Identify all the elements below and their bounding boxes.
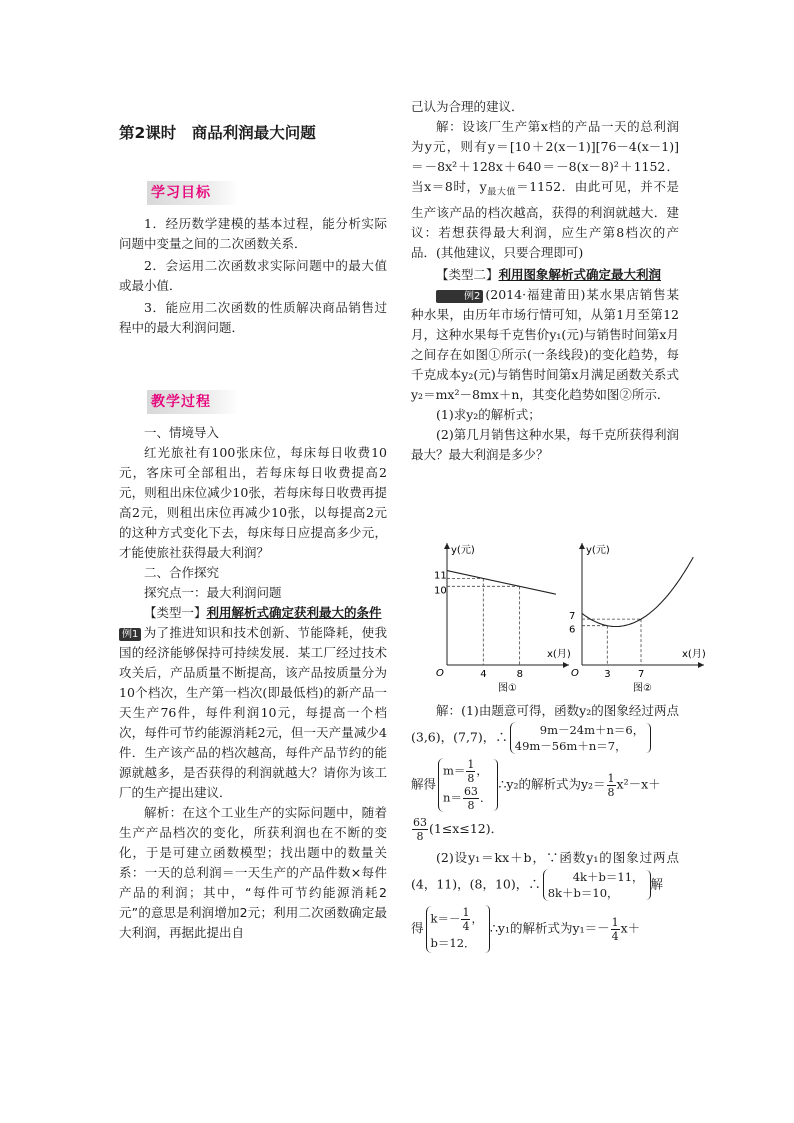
example2 bbox=[411, 285, 679, 405]
origin-label: O bbox=[571, 668, 579, 679]
example1-text: 为了推进知识和技术创新、节能降耗，使我国的经济能够保持可持续发展．某工厂经过技术攻关后，产品质量不断提高，该产品按质量分为10个档次，生产第一档次(即最低档)的新产品一天生产76件，每件利润10元，每提高一个档次，每件可节约能源消耗2元，但一天产量减少4件．生产该产品的档次越高，每件产品节约的能源就越多，是否获得的利润就越大？请你为该工厂的生产提出建议． bbox=[119, 625, 387, 800]
system1-line1: 9m－24m＋n＝6， bbox=[539, 723, 645, 737]
answer1-result-mid: x²－x＋ bbox=[616, 776, 661, 792]
m-equals: m＝ bbox=[443, 763, 466, 778]
answer1-fraction-a bbox=[607, 772, 616, 799]
chart-caption: 图② bbox=[633, 683, 652, 694]
right-top bbox=[411, 97, 679, 465]
process-banner-label: 教学过程 bbox=[147, 390, 239, 414]
type2-heading bbox=[411, 265, 679, 285]
m-denominator: 8 bbox=[467, 772, 475, 785]
answer2-frac-den: 4 bbox=[611, 929, 619, 943]
solution1-part-b: ＝1152．由此可见，并不是生产该产品的档次越高，获得的利润就越大．建议：若想获得最大利润，应生产第8档次的产品．(其他建议，只要合理即可) bbox=[411, 179, 679, 260]
answer2-solve-label: 解 bbox=[650, 876, 664, 892]
k-denominator: 4 bbox=[462, 919, 470, 933]
section-heading: 二、合作探究 bbox=[144, 565, 220, 580]
answer1-domain: (1≤x≤12)． bbox=[429, 821, 504, 836]
process-body bbox=[119, 423, 387, 943]
answer1-solve-label: 解得 bbox=[411, 776, 437, 792]
answer1-result: ∴y₂的解析式为y₂＝ bbox=[498, 776, 606, 792]
m-fraction bbox=[466, 758, 475, 785]
system1 bbox=[510, 722, 644, 754]
answer2-frac-num: 1 bbox=[611, 915, 619, 929]
goal-item: 3．能应用二次函数的性质解决商品销售过程中的最大利润问题． bbox=[119, 300, 387, 335]
type2-bracket: 【类型二】 bbox=[436, 266, 499, 282]
chart-caption: 图① bbox=[498, 683, 517, 694]
y-tick-label: 10 bbox=[434, 585, 447, 597]
example1-tag: 例1 bbox=[119, 628, 141, 641]
type1-title: 利用解析式确定获利最大的条件 bbox=[206, 605, 382, 620]
y-axis-arrow bbox=[444, 543, 450, 549]
x-tick-label: 8 bbox=[516, 669, 523, 680]
series-line bbox=[447, 571, 556, 595]
solution-system1: m＝ $\frac{1}{8}$ ， n＝ $\frac{63}{8}$ ． bbox=[438, 758, 491, 812]
analysis-paragraph: 解析：在这个工业生产的实际问题中，随着生产产品档次的变化，所获利润也在不断的变化，于是可建立函数模型；找出题中的数量关系：一天的总利润＝一天生产的产品件数×每件产品的利润；其中，“每件可节约能源消耗2元”的意思是利润增加2元；利用二次函数确定最大利润，再据此提出自 bbox=[119, 805, 387, 940]
answer1-fraction-b bbox=[412, 816, 428, 843]
system1-line2: 49m－56m＋n＝7， bbox=[514, 739, 627, 753]
answer1-frac-b-den: 8 bbox=[416, 830, 424, 843]
series-line bbox=[582, 557, 693, 626]
m-numerator: 1 bbox=[467, 758, 475, 771]
answer2-text: (2)设y₁＝kx＋b，∵函数y₁的图象过两点(4，11)，(8，10)，∴ bbox=[411, 850, 679, 892]
y-axis-label: y(元) bbox=[586, 545, 610, 556]
answer1-tail bbox=[411, 816, 679, 843]
answer2-result-tail: x＋ bbox=[620, 920, 641, 936]
question1: (1)求y₂的解析式； bbox=[436, 406, 541, 422]
answer2-get-label: 得 bbox=[411, 920, 424, 936]
goal-item: 2．会运用二次函数求实际问题中的最大值或最小值． bbox=[119, 258, 387, 293]
answer2-intro bbox=[411, 847, 679, 901]
type2-title: 利用图象解析式确定最大利润 bbox=[498, 266, 662, 282]
x-axis-label: x(月) bbox=[547, 649, 571, 660]
answer1-text: 解：(1)由题意可得，函数y₂的图象经过两点(3,6)，(7,7)，∴ bbox=[411, 703, 679, 745]
x-tick-label: 3 bbox=[604, 669, 611, 680]
solution-system2: k＝－ $\frac{1}{4}$ ， b＝12． bbox=[426, 906, 483, 953]
explore-point: 探究点一：最大利润问题 bbox=[144, 585, 282, 600]
goals-list bbox=[119, 214, 387, 338]
system2-line1: 4k＋b＝11， bbox=[572, 870, 644, 884]
continued-text: 己认为合理的建议． bbox=[411, 99, 524, 114]
goals-banner bbox=[147, 181, 239, 205]
chart-figure-2 bbox=[566, 540, 706, 694]
y-tick-label: 7 bbox=[569, 611, 576, 623]
origin-label: O bbox=[436, 668, 444, 679]
answer2-fraction bbox=[611, 916, 620, 943]
section-heading: 一、情境导入 bbox=[144, 425, 220, 440]
answer1-frac-a-num: 1 bbox=[607, 771, 615, 785]
x-tick-label: 7 bbox=[638, 669, 645, 680]
x-axis-label: x(月) bbox=[682, 649, 706, 660]
k-numerator: 1 bbox=[462, 905, 470, 919]
y-axis-label: y(元) bbox=[451, 545, 475, 556]
system1-right-brace bbox=[646, 723, 651, 753]
y-tick-label: 11 bbox=[434, 570, 447, 582]
system2 bbox=[543, 869, 644, 901]
solution1-subscript: 最大值 bbox=[486, 187, 517, 198]
n-denominator: 8 bbox=[467, 799, 475, 812]
example2-text: (2014·福建莆田)某水果店销售某种水果，由历年市场行情可知，从第1月至第12月，这种水果每千克售价y₁(元)与销售时间第x月之间存在如图①所示(一条线段)的变化趋势，每千克成本y₂(元)与销售时间第x月满足函数关系式y₂＝mx²－8mx＋n，其变化趋势如图②所示． bbox=[411, 286, 679, 402]
answer1-frac-b-num: 63 bbox=[413, 816, 427, 829]
example1 bbox=[119, 623, 387, 803]
answer1-frac-a-den: 8 bbox=[607, 785, 615, 799]
lesson-title: 第2课时 商品利润最大问题 bbox=[119, 124, 316, 142]
n-numerator: 63 bbox=[463, 785, 478, 798]
n-equals: n＝ bbox=[443, 790, 462, 805]
k-fraction bbox=[461, 906, 470, 933]
y-axis-arrow bbox=[579, 543, 585, 549]
type1-bracket: 【类型一】 bbox=[144, 605, 207, 620]
answer1-solve bbox=[411, 758, 679, 812]
y-tick-label: 6 bbox=[569, 624, 576, 636]
x-tick-label: 4 bbox=[480, 669, 487, 680]
type1-heading bbox=[119, 603, 387, 623]
intro-paragraph: 红光旅社有100张床位，每床每日收费10元，客床可全部租出，若每床每日收费提高2元，则租出床位减少10张，若每床每日收费再提高2元，则租出床位再减少10张，以每提高2元的这种方式变化下去，每床每日应提高多少元，才能使旅社获得最大利润？ bbox=[119, 445, 387, 560]
solution1-part-a: 解：设该厂生产第x档的产品一天的总利润为y元，则有y＝[10＋2(x－1)][76－4(x－1)]＝－8x²＋128x＋640＝－8(x－8)²＋1152．当x＝8时，y bbox=[411, 119, 679, 194]
n-fraction bbox=[463, 785, 479, 812]
answer1-intro bbox=[411, 700, 679, 754]
x-axis-arrow bbox=[698, 662, 704, 668]
system2-line2: 8k＋b＝10， bbox=[547, 886, 619, 900]
answer2-result: ∴y₁的解析式为y₁＝－ bbox=[489, 920, 610, 936]
goals-banner-label: 学习目标 bbox=[147, 181, 239, 205]
right-bottom bbox=[411, 700, 679, 953]
question2: (2)第几月销售这种水果，每千克所获得利润最大？最大利润是多少？ bbox=[411, 426, 679, 462]
k-equals: k＝－ bbox=[430, 911, 461, 925]
solution1 bbox=[411, 117, 679, 263]
answer2-solve bbox=[411, 905, 679, 953]
b-equals: b＝12． bbox=[430, 935, 476, 950]
goal-item: 1．经历数学建模的基本过程，能分析实际问题中变量之间的二次函数关系． bbox=[119, 216, 387, 251]
example2-tag: 例2 bbox=[436, 290, 483, 303]
chart-figure-1 bbox=[431, 540, 571, 694]
process-banner bbox=[147, 390, 239, 414]
